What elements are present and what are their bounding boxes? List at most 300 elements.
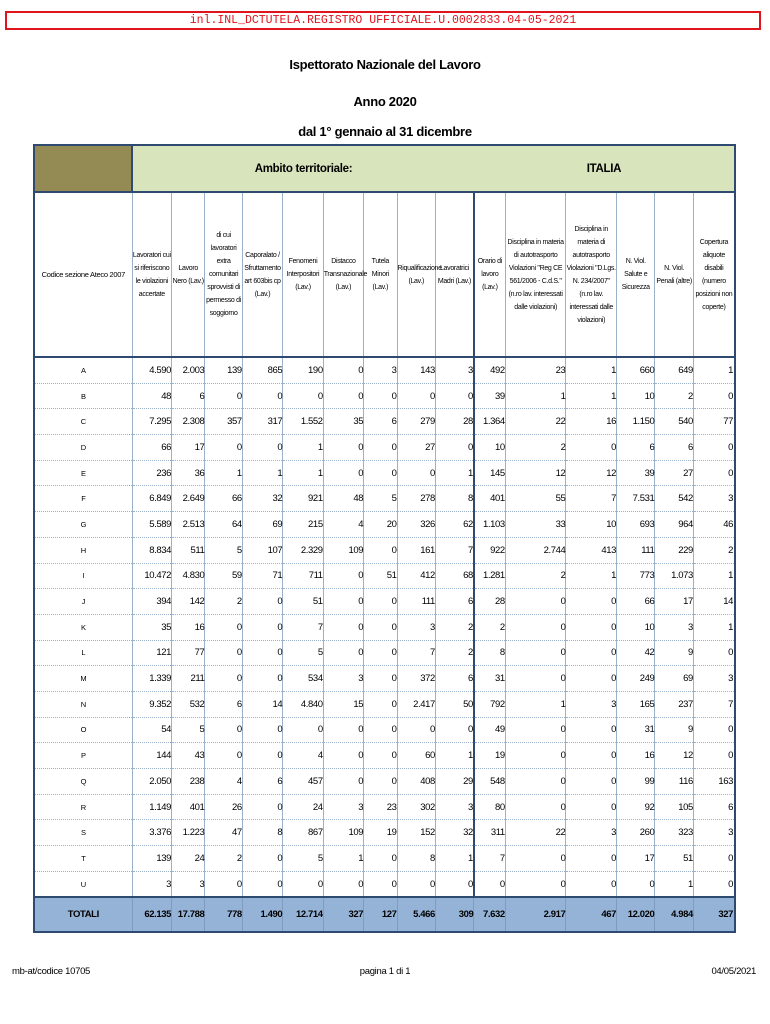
table-cell: 2.003 bbox=[172, 357, 205, 383]
table-cell: 238 bbox=[172, 769, 205, 795]
table-cell: 139 bbox=[205, 357, 242, 383]
table-cell: 28 bbox=[474, 589, 505, 615]
table-cell: 0 bbox=[566, 589, 617, 615]
table-cell: 0 bbox=[505, 666, 566, 692]
table-cell: 0 bbox=[364, 871, 397, 897]
table-cell: 99 bbox=[617, 769, 655, 795]
table-cell: 35 bbox=[132, 614, 171, 640]
table-cell: 4 bbox=[283, 743, 323, 769]
table-cell: 36 bbox=[172, 460, 205, 486]
table-cell: 0 bbox=[323, 871, 363, 897]
table-cell: 0 bbox=[693, 871, 735, 897]
table-cell: 2.417 bbox=[397, 691, 435, 717]
table-cell: 8 bbox=[435, 486, 474, 512]
table-row bbox=[34, 409, 735, 435]
table-cell: 0 bbox=[205, 614, 242, 640]
table-cell: 0 bbox=[205, 743, 242, 769]
table-cell: 2 bbox=[655, 383, 693, 409]
table-cell: 0 bbox=[364, 589, 397, 615]
table-cell: 60 bbox=[397, 743, 435, 769]
footer-page-number: pagina 1 di 1 bbox=[359, 966, 411, 977]
table-cell: 3 bbox=[566, 691, 617, 717]
table-cell: 62 bbox=[435, 512, 474, 538]
table-cell: 326 bbox=[397, 512, 435, 538]
table-cell: 7 bbox=[474, 846, 505, 872]
table-cell: 68 bbox=[435, 563, 474, 589]
table-row bbox=[34, 589, 735, 615]
table-cell: 77 bbox=[693, 409, 735, 435]
table-cell: 0 bbox=[364, 614, 397, 640]
sector-code: I bbox=[34, 563, 132, 589]
sector-code: H bbox=[34, 537, 132, 563]
table-cell: 0 bbox=[364, 537, 397, 563]
table-cell: 121 bbox=[132, 640, 171, 666]
table-cell: 19 bbox=[474, 743, 505, 769]
table-cell: 401 bbox=[474, 486, 505, 512]
table-row bbox=[34, 435, 735, 461]
column-header: Tutela Minori (Lav.) bbox=[364, 192, 397, 357]
table-cell: 1 bbox=[505, 691, 566, 717]
table-cell: 7 bbox=[435, 537, 474, 563]
table-cell: 0 bbox=[364, 666, 397, 692]
table-cell: 0 bbox=[323, 435, 363, 461]
table-cell: 0 bbox=[242, 614, 282, 640]
table-cell: 16 bbox=[617, 743, 655, 769]
table-cell: 532 bbox=[172, 691, 205, 717]
ambito-value: ITALIA bbox=[474, 145, 735, 192]
table-cell: 109 bbox=[323, 537, 363, 563]
table-cell: 0 bbox=[693, 717, 735, 743]
sector-code: P bbox=[34, 743, 132, 769]
table-cell: 278 bbox=[397, 486, 435, 512]
table-cell: 540 bbox=[655, 409, 693, 435]
table-cell: 47 bbox=[205, 820, 242, 846]
table-cell: 16 bbox=[566, 409, 617, 435]
header-corner bbox=[34, 145, 132, 192]
table-cell: 14 bbox=[242, 691, 282, 717]
table-cell: 2.744 bbox=[505, 537, 566, 563]
totals-cell: 1.490 bbox=[242, 897, 282, 932]
table-cell: 3 bbox=[323, 666, 363, 692]
table-cell: 0 bbox=[323, 743, 363, 769]
table-cell: 20 bbox=[364, 512, 397, 538]
table-cell: 3 bbox=[435, 794, 474, 820]
footer-code: mb-at/codice 10705 bbox=[12, 966, 91, 977]
table-cell: 0 bbox=[242, 640, 282, 666]
table-cell: 0 bbox=[205, 871, 242, 897]
table-cell: 152 bbox=[397, 820, 435, 846]
column-header: Disciplina in materia di autotrasporto Violazioni "D.Lgs. N. 234/2007" (n.ro lav. interessati dalle violazioni) bbox=[566, 192, 617, 357]
table-cell: 46 bbox=[693, 512, 735, 538]
table-cell: 0 bbox=[435, 435, 474, 461]
table-cell: 4.830 bbox=[172, 563, 205, 589]
table-cell: 0 bbox=[242, 846, 282, 872]
table-cell: 0 bbox=[505, 743, 566, 769]
table-cell: 0 bbox=[505, 717, 566, 743]
table-cell: 50 bbox=[435, 691, 474, 717]
table-cell: 0 bbox=[323, 640, 363, 666]
table-cell: 0 bbox=[242, 794, 282, 820]
table-cell: 77 bbox=[172, 640, 205, 666]
table-cell: 0 bbox=[505, 614, 566, 640]
table-cell: 3 bbox=[397, 614, 435, 640]
table-cell: 0 bbox=[323, 589, 363, 615]
table-cell: 0 bbox=[364, 743, 397, 769]
table-cell: 0 bbox=[364, 383, 397, 409]
totals-label: TOTALI bbox=[34, 897, 132, 932]
table-cell: 3 bbox=[323, 794, 363, 820]
table-cell: 457 bbox=[283, 769, 323, 795]
table-cell: 2 bbox=[205, 846, 242, 872]
table-cell: 48 bbox=[323, 486, 363, 512]
table-cell: 69 bbox=[242, 512, 282, 538]
table-cell: 3 bbox=[566, 820, 617, 846]
table-row bbox=[34, 357, 735, 383]
table-cell: 1.073 bbox=[655, 563, 693, 589]
table-cell: 2 bbox=[474, 614, 505, 640]
table-cell: 66 bbox=[617, 589, 655, 615]
column-header: Fenomeni Interpositori (Lav.) bbox=[283, 192, 323, 357]
table-cell: 0 bbox=[242, 383, 282, 409]
sector-code: B bbox=[34, 383, 132, 409]
table-cell: 7.295 bbox=[132, 409, 171, 435]
table-cell: 1 bbox=[242, 460, 282, 486]
table-row bbox=[34, 614, 735, 640]
table-cell: 5 bbox=[205, 537, 242, 563]
totals-cell: 2.917 bbox=[505, 897, 566, 932]
table-cell: 0 bbox=[397, 460, 435, 486]
table-row bbox=[34, 769, 735, 795]
table-cell: 260 bbox=[617, 820, 655, 846]
table-cell: 7.531 bbox=[617, 486, 655, 512]
table-cell: 1 bbox=[435, 846, 474, 872]
table-cell: 0 bbox=[283, 717, 323, 743]
sector-code: K bbox=[34, 614, 132, 640]
table-cell: 190 bbox=[283, 357, 323, 383]
table-cell: 26 bbox=[205, 794, 242, 820]
table-cell: 0 bbox=[474, 871, 505, 897]
table-cell: 54 bbox=[132, 717, 171, 743]
totals-cell: 62.135 bbox=[132, 897, 171, 932]
column-header-code: Codice sezione Ateco 2007 bbox=[34, 192, 132, 357]
ambito-label: Ambito territoriale: bbox=[132, 145, 474, 192]
table-cell: 542 bbox=[655, 486, 693, 512]
table-cell: 1 bbox=[283, 460, 323, 486]
table-cell: 35 bbox=[323, 409, 363, 435]
sector-code: C bbox=[34, 409, 132, 435]
sector-code: J bbox=[34, 589, 132, 615]
table-cell: 139 bbox=[132, 846, 171, 872]
table-cell: 0 bbox=[505, 794, 566, 820]
table-cell: 8 bbox=[474, 640, 505, 666]
table-cell: 6 bbox=[172, 383, 205, 409]
table-cell: 534 bbox=[283, 666, 323, 692]
sector-code: Q bbox=[34, 769, 132, 795]
table-cell: 867 bbox=[283, 820, 323, 846]
table-cell: 107 bbox=[242, 537, 282, 563]
sector-code: O bbox=[34, 717, 132, 743]
table-cell: 229 bbox=[655, 537, 693, 563]
table-cell: 1 bbox=[693, 563, 735, 589]
table-cell: 3 bbox=[364, 357, 397, 383]
table-cell: 39 bbox=[474, 383, 505, 409]
table-cell: 1 bbox=[205, 460, 242, 486]
table-cell: 0 bbox=[364, 691, 397, 717]
table-cell: 48 bbox=[132, 383, 171, 409]
table-cell: 23 bbox=[505, 357, 566, 383]
table-cell: 1.281 bbox=[474, 563, 505, 589]
table-cell: 1 bbox=[566, 357, 617, 383]
table-cell: 165 bbox=[617, 691, 655, 717]
table-cell: 323 bbox=[655, 820, 693, 846]
table-cell: 0 bbox=[566, 769, 617, 795]
table-cell: 2 bbox=[435, 614, 474, 640]
table-cell: 773 bbox=[617, 563, 655, 589]
table-cell: 0 bbox=[242, 743, 282, 769]
totals-cell: 309 bbox=[435, 897, 474, 932]
table-cell: 357 bbox=[205, 409, 242, 435]
table-row bbox=[34, 794, 735, 820]
column-header: Lavoratori cui si riferiscono le violazioni accertate bbox=[132, 192, 171, 357]
table-cell: 693 bbox=[617, 512, 655, 538]
table-cell: 5 bbox=[283, 640, 323, 666]
table-cell: 1.339 bbox=[132, 666, 171, 692]
column-header: Copertura aliquote disabili (numero posizioni non coperte) bbox=[693, 192, 735, 357]
table-cell: 5 bbox=[172, 717, 205, 743]
table-cell: 2.329 bbox=[283, 537, 323, 563]
column-header: di cui lavoratori extra comunitari sprovvisti di permesso di soggiorno bbox=[205, 192, 242, 357]
table-cell: 2.308 bbox=[172, 409, 205, 435]
table-cell: 302 bbox=[397, 794, 435, 820]
table-cell: 49 bbox=[474, 717, 505, 743]
table-cell: 7 bbox=[397, 640, 435, 666]
table-cell: 0 bbox=[693, 435, 735, 461]
table-cell: 0 bbox=[364, 460, 397, 486]
table-cell: 1 bbox=[693, 614, 735, 640]
table-cell: 0 bbox=[364, 435, 397, 461]
table-cell: 3 bbox=[693, 486, 735, 512]
table-cell: 2.649 bbox=[172, 486, 205, 512]
table-cell: 2 bbox=[505, 435, 566, 461]
totals-cell: 778 bbox=[205, 897, 242, 932]
table-cell: 3.376 bbox=[132, 820, 171, 846]
table-cell: 0 bbox=[242, 589, 282, 615]
column-header: Lavoratrici Madri (Lav.) bbox=[435, 192, 474, 357]
sector-code: A bbox=[34, 357, 132, 383]
table-cell: 865 bbox=[242, 357, 282, 383]
table-cell: 33 bbox=[505, 512, 566, 538]
table-cell: 4 bbox=[205, 769, 242, 795]
table-cell: 66 bbox=[205, 486, 242, 512]
table-cell: 22 bbox=[505, 409, 566, 435]
table-cell: 660 bbox=[617, 357, 655, 383]
table-cell: 32 bbox=[242, 486, 282, 512]
table-row bbox=[34, 691, 735, 717]
table-cell: 8 bbox=[397, 846, 435, 872]
table-cell: 6 bbox=[617, 435, 655, 461]
table-cell: 17 bbox=[617, 846, 655, 872]
table-cell: 9 bbox=[655, 717, 693, 743]
table-cell: 394 bbox=[132, 589, 171, 615]
table-cell: 4.840 bbox=[283, 691, 323, 717]
table-cell: 2 bbox=[693, 537, 735, 563]
table-cell: 0 bbox=[323, 563, 363, 589]
table-cell: 0 bbox=[397, 717, 435, 743]
sector-code: N bbox=[34, 691, 132, 717]
table-cell: 0 bbox=[566, 717, 617, 743]
table-cell: 211 bbox=[172, 666, 205, 692]
table-cell: 237 bbox=[655, 691, 693, 717]
table-cell: 80 bbox=[474, 794, 505, 820]
table-cell: 649 bbox=[655, 357, 693, 383]
table-row bbox=[34, 871, 735, 897]
period-heading: dal 1° gennaio al 31 dicembre bbox=[298, 124, 472, 139]
column-header: Orario di lavoro (Lav.) bbox=[474, 192, 505, 357]
column-header: N. Viol. Penali (altre) bbox=[655, 192, 693, 357]
table-cell: 1 bbox=[566, 563, 617, 589]
table-cell: 1 bbox=[283, 435, 323, 461]
table-cell: 548 bbox=[474, 769, 505, 795]
totals-cell: 327 bbox=[323, 897, 363, 932]
table-cell: 0 bbox=[505, 846, 566, 872]
table-cell: 2 bbox=[205, 589, 242, 615]
table-row bbox=[34, 537, 735, 563]
column-header: Distacco Transnazionale (Lav.) bbox=[323, 192, 363, 357]
table-cell: 163 bbox=[693, 769, 735, 795]
table-cell: 10.472 bbox=[132, 563, 171, 589]
table-cell: 24 bbox=[172, 846, 205, 872]
table-cell: 279 bbox=[397, 409, 435, 435]
table-cell: 0 bbox=[505, 769, 566, 795]
table-cell: 0 bbox=[397, 871, 435, 897]
totals-cell: 5.466 bbox=[397, 897, 435, 932]
sector-code: E bbox=[34, 460, 132, 486]
table-cell: 0 bbox=[242, 666, 282, 692]
table-cell: 0 bbox=[505, 589, 566, 615]
table-cell: 105 bbox=[655, 794, 693, 820]
table-row bbox=[34, 743, 735, 769]
table-cell: 5 bbox=[283, 846, 323, 872]
table-cell: 6 bbox=[242, 769, 282, 795]
table-row bbox=[34, 486, 735, 512]
table-row bbox=[34, 563, 735, 589]
table-cell: 0 bbox=[242, 435, 282, 461]
table-cell: 0 bbox=[566, 640, 617, 666]
table-cell: 0 bbox=[435, 717, 474, 743]
table-cell: 12 bbox=[566, 460, 617, 486]
table-cell: 51 bbox=[283, 589, 323, 615]
totals-cell: 327 bbox=[693, 897, 735, 932]
table-cell: 3 bbox=[693, 666, 735, 692]
table-cell: 8.834 bbox=[132, 537, 171, 563]
table-cell: 0 bbox=[693, 640, 735, 666]
table-cell: 964 bbox=[655, 512, 693, 538]
table-cell: 6 bbox=[205, 691, 242, 717]
table-cell: 0 bbox=[205, 383, 242, 409]
table-cell: 161 bbox=[397, 537, 435, 563]
table-cell: 0 bbox=[505, 871, 566, 897]
table-cell: 6 bbox=[655, 435, 693, 461]
table-cell: 10 bbox=[566, 512, 617, 538]
table-cell: 1 bbox=[435, 460, 474, 486]
table-cell: 1 bbox=[323, 846, 363, 872]
table-cell: 0 bbox=[242, 871, 282, 897]
table-row bbox=[34, 846, 735, 872]
table-cell: 116 bbox=[655, 769, 693, 795]
totals-cell: 12.020 bbox=[617, 897, 655, 932]
table-cell: 0 bbox=[693, 846, 735, 872]
table-cell: 0 bbox=[323, 357, 363, 383]
table-cell: 401 bbox=[172, 794, 205, 820]
table-cell: 3 bbox=[172, 871, 205, 897]
table-cell: 3 bbox=[435, 357, 474, 383]
table-cell: 311 bbox=[474, 820, 505, 846]
table-cell: 143 bbox=[397, 357, 435, 383]
table-cell: 6.849 bbox=[132, 486, 171, 512]
table-cell: 59 bbox=[205, 563, 242, 589]
table-cell: 0 bbox=[205, 717, 242, 743]
table-cell: 12 bbox=[655, 743, 693, 769]
protocol-stamp: inl.INL_DCTUTELA.REGISTRO UFFICIALE.U.0002833.04-05-2021 bbox=[5, 11, 761, 30]
table-cell: 10 bbox=[474, 435, 505, 461]
column-header-row bbox=[34, 192, 735, 357]
table-cell: 1 bbox=[655, 871, 693, 897]
table-cell: 0 bbox=[435, 383, 474, 409]
table-cell: 0 bbox=[283, 871, 323, 897]
table-cell: 10 bbox=[617, 383, 655, 409]
table-cell: 55 bbox=[505, 486, 566, 512]
sector-code: L bbox=[34, 640, 132, 666]
table-cell: 0 bbox=[566, 614, 617, 640]
table-cell: 2.513 bbox=[172, 512, 205, 538]
column-header: Lavoro Nero (Lav.) bbox=[172, 192, 205, 357]
table-cell: 31 bbox=[617, 717, 655, 743]
violations-table bbox=[33, 144, 736, 933]
table-cell: 0 bbox=[205, 435, 242, 461]
table-cell: 3 bbox=[693, 820, 735, 846]
page-title: Ispettorato Nazionale del Lavoro bbox=[289, 57, 481, 72]
sector-code: G bbox=[34, 512, 132, 538]
table-cell: 0 bbox=[364, 769, 397, 795]
table-cell: 3 bbox=[655, 614, 693, 640]
table-cell: 0 bbox=[617, 871, 655, 897]
table-cell: 711 bbox=[283, 563, 323, 589]
table-cell: 6 bbox=[435, 589, 474, 615]
table-cell: 0 bbox=[566, 794, 617, 820]
sector-code: T bbox=[34, 846, 132, 872]
table-cell: 92 bbox=[617, 794, 655, 820]
table-cell: 17 bbox=[172, 435, 205, 461]
totals-row bbox=[34, 897, 735, 932]
table-cell: 1 bbox=[566, 383, 617, 409]
table-cell: 111 bbox=[397, 589, 435, 615]
table-cell: 142 bbox=[172, 589, 205, 615]
table-cell: 413 bbox=[566, 537, 617, 563]
table-cell: 1.150 bbox=[617, 409, 655, 435]
year-heading: Anno 2020 bbox=[353, 94, 417, 109]
totals-cell: 4.984 bbox=[655, 897, 693, 932]
table-cell: 42 bbox=[617, 640, 655, 666]
table-row bbox=[34, 640, 735, 666]
table-cell: 4.590 bbox=[132, 357, 171, 383]
table-cell: 0 bbox=[323, 383, 363, 409]
footer-date: 04/05/2021 bbox=[711, 966, 756, 977]
table-cell: 17 bbox=[655, 589, 693, 615]
table-cell: 64 bbox=[205, 512, 242, 538]
table-row bbox=[34, 460, 735, 486]
table-cell: 27 bbox=[655, 460, 693, 486]
table-cell: 28 bbox=[435, 409, 474, 435]
